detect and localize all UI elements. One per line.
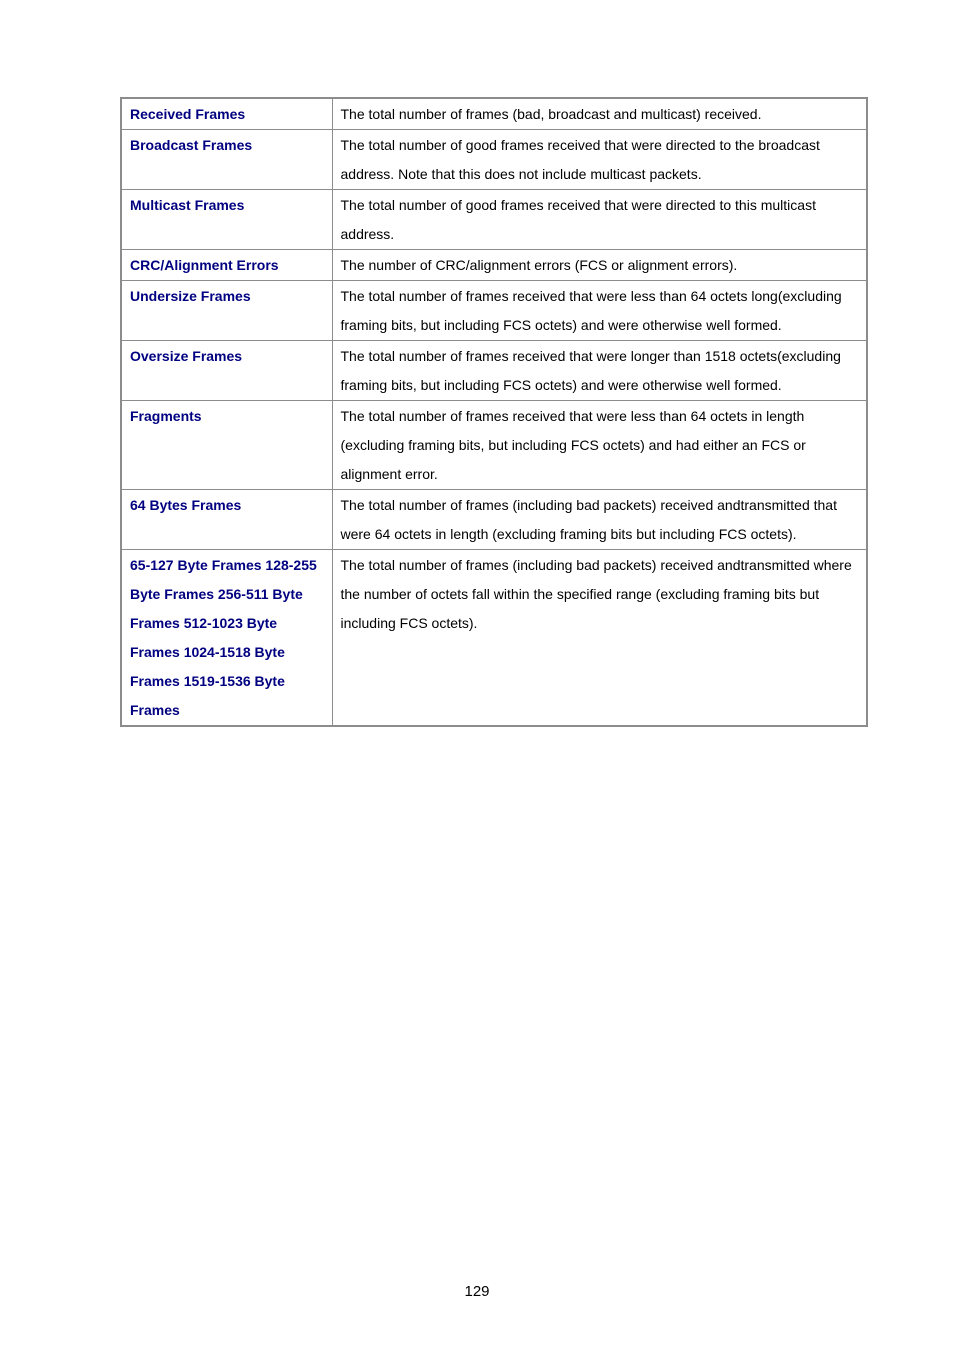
term-cell: Received Frames [121, 98, 332, 130]
statistics-definition-table [120, 97, 868, 727]
term-cell: CRC/Alignment Errors [121, 250, 332, 281]
term-cell: 65-127 Byte Frames 128-255 Byte Frames 256-511 Byte Frames 512-1023 Byte Frames 1024-1518 Byte Frames 1519-1536 Byte Frames [121, 550, 332, 727]
term-cell: Multicast Frames [121, 190, 332, 250]
description-cell: The total number of good frames received that were directed to the broadcast address. Note that this does not include multicast packets. [332, 130, 867, 190]
page-number: 129 [464, 1283, 490, 1300]
table-row [121, 130, 867, 190]
table-row [121, 550, 867, 727]
table-row [121, 98, 867, 130]
description-cell: The number of CRC/alignment errors (FCS or alignment errors). [332, 250, 867, 281]
description-cell: The total number of frames (including bad packets) received andtransmitted where the number of octets fall within the specified range (excluding framing bits but including FCS octets). [332, 550, 867, 727]
table-row [121, 250, 867, 281]
term-cell: Fragments [121, 401, 332, 490]
term-cell: Undersize Frames [121, 281, 332, 341]
description-cell: The total number of frames received that were less than 64 octets in length (excluding framing bits, but including FCS octets) and had either an FCS or alignment error. [332, 401, 867, 490]
table-row [121, 281, 867, 341]
term-cell: Oversize Frames [121, 341, 332, 401]
description-cell: The total number of frames received that were less than 64 octets long(excluding framing bits, but including FCS octets) and were otherwise well formed. [332, 281, 867, 341]
term-cell: 64 Bytes Frames [121, 490, 332, 550]
description-cell: The total number of frames received that were longer than 1518 octets(excluding framing bits, but including FCS octets) and were otherwise well formed. [332, 341, 867, 401]
description-cell: The total number of frames (bad, broadcast and multicast) received. [332, 98, 867, 130]
description-cell: The total number of good frames received that were directed to this multicast address. [332, 190, 867, 250]
term-cell: Broadcast Frames [121, 130, 332, 190]
table-row [121, 401, 867, 490]
table-row [121, 341, 867, 401]
table-row [121, 490, 867, 550]
table-row [121, 190, 867, 250]
description-cell: The total number of frames (including bad packets) received andtransmitted that were 64 octets in length (excluding framing bits but including FCS octets). [332, 490, 867, 550]
